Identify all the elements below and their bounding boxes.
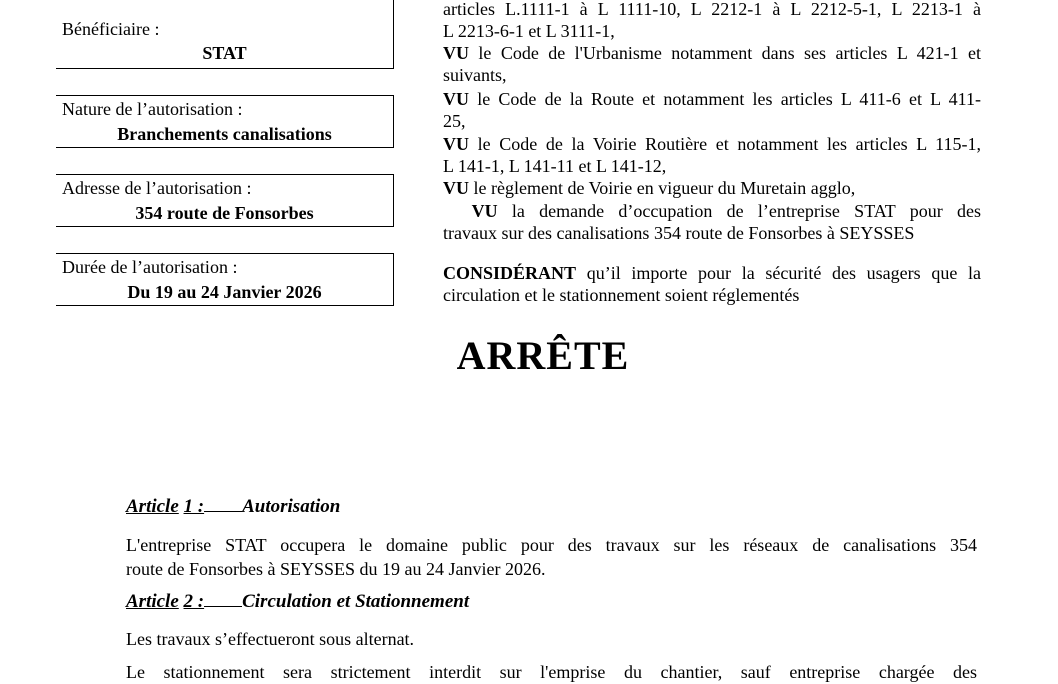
document-title: ARRÊTE (456, 333, 630, 378)
nature-box (56, 95, 394, 148)
article-title: Autorisation (242, 496, 341, 517)
article-text-line: route de Fonsorbes à SEYSSES du 19 au 24 Janvier 2026. (126, 559, 546, 579)
considerant-keyword: CONSIDÉRANT (443, 263, 577, 283)
article-heading (126, 591, 469, 613)
vu-keyword: VU (443, 43, 469, 63)
beneficiary-value: STAT (202, 43, 247, 63)
article-text-line: Les travaux s’effectueront sous alternat. (126, 629, 415, 649)
vu-keyword: VU (443, 134, 469, 154)
consideration-line: articles L.1111-1 à L 1111-10, L 2212-1 à L 2212-5-1, L 2213-1 à (443, 0, 981, 19)
article-number: 2 : (183, 591, 205, 612)
article-label: Article (126, 496, 179, 517)
duration-value: Du 19 au 24 Janvier 2026 (127, 282, 322, 302)
beneficiary-label: Bénéficiaire : (62, 19, 160, 39)
consideration-line: L 141-1, L 141-11 et L 141-12, (443, 156, 667, 176)
consideration-line: VU le Code de la Voirie Routière et notamment les articles L 115-1, (443, 134, 981, 154)
address-label: Adresse de l’autorisation : (62, 178, 252, 198)
underline-blank (204, 592, 242, 607)
duration-label: Durée de l’autorisation : (62, 257, 238, 277)
vu-keyword: VU (443, 178, 469, 198)
nature-label: Nature de l’autorisation : (62, 99, 243, 119)
article-title: Circulation et Stationnement (242, 591, 470, 612)
consideration-line: VU le Code de la Route et notamment les articles L 411-6 et L 411- (443, 89, 981, 109)
consideration-line: VU la demande d’occupation de l’entreprise STAT pour des (471, 201, 981, 221)
article-heading (126, 496, 340, 518)
vu-keyword: VU (471, 201, 498, 221)
address-box (56, 174, 394, 227)
underline-blank (204, 497, 242, 512)
consideration-line: L 2213-6-1 et L 3111-1, (443, 21, 615, 41)
consideration-line: suivants, (443, 65, 507, 85)
consideration-line: VU le Code de l'Urbanisme notamment dans ses articles L 421-1 et (443, 43, 981, 63)
vu-keyword: VU (443, 89, 469, 109)
article-number: 1 : (183, 496, 205, 517)
article-label: Article (126, 591, 179, 612)
duration-box (56, 253, 394, 306)
beneficiary-box (56, 0, 394, 69)
nature-value: Branchements canalisations (117, 124, 332, 144)
article-text-line: Le stationnement sera strictement interdit sur l'emprise du chantier, sauf entreprise chargée des (126, 662, 977, 682)
consideration-line: circulation et le stationnement soient réglementés (443, 285, 800, 305)
consideration-line: CONSIDÉRANT qu’il importe pour la sécurité des usagers que la (443, 263, 981, 283)
address-value: 354 route de Fonsorbes (135, 203, 314, 223)
consideration-line: VU le règlement de Voirie en vigueur du Muretain agglo, (443, 178, 856, 198)
consideration-line: travaux sur des canalisations 354 route de Fonsorbes à SEYSSES (443, 223, 915, 243)
article-text-line: L'entreprise STAT occupera le domaine public pour des travaux sur les réseaux de canalisations 354 (126, 535, 977, 555)
consideration-line: 25, (443, 111, 466, 131)
